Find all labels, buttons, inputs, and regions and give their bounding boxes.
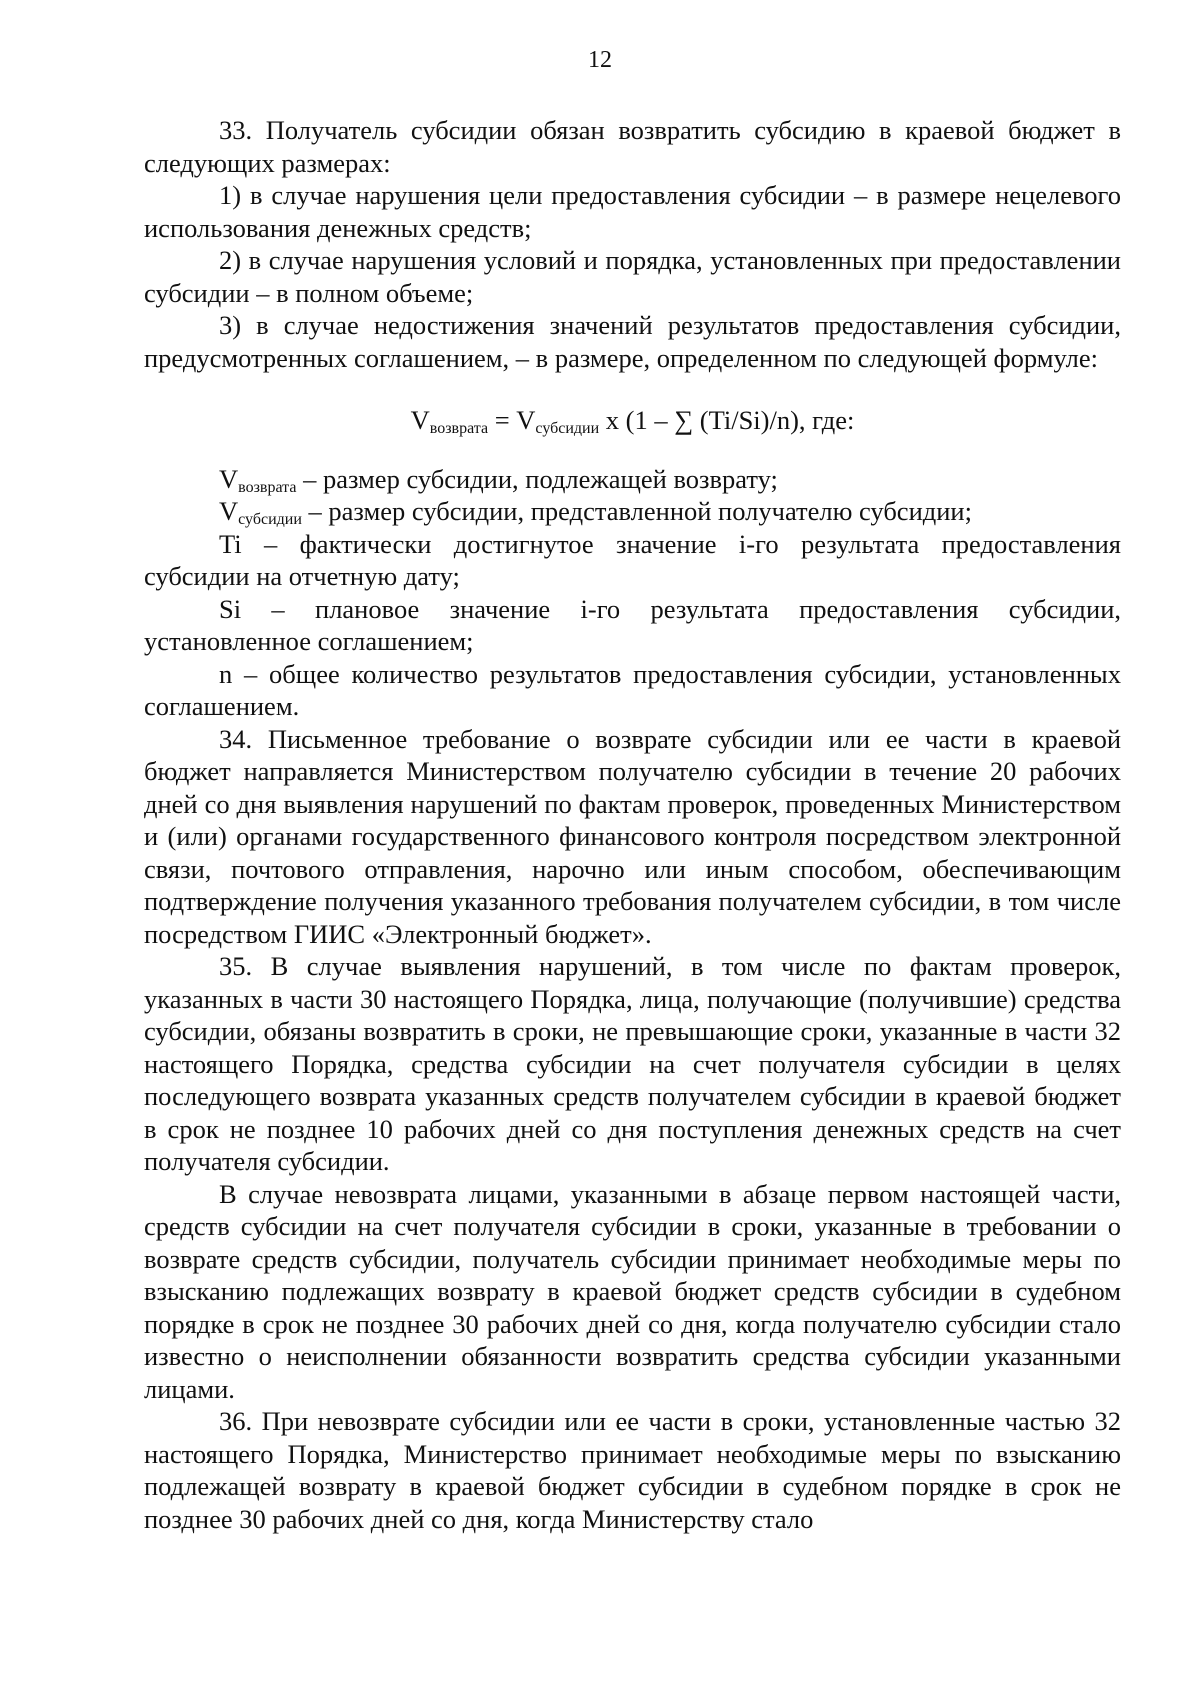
page-number: 12: [588, 47, 612, 73]
paragraph-33-item-1: 1) в случае нарушения цели предоставления субсидии – в размере нецелевого использования денежных средств;: [144, 180, 1121, 243]
paragraph-35-second: В случае невозврата лицами, указанными в абзаце первом настоящей части, средств субсидии на счет получателя субсидии в сроки, указанные в требовании о возврате средств субсидии, получатель субсидии принимает необходимые меры по взысканию подлежащих возврату в краевой бюджет средств субсидии в судебном порядке в срок не позднее 30 рабочих дней со дня, когда получателю субсидии стало известно о неисполнении обязанности возвратить средства субсидии указанными лицами.: [144, 1178, 1121, 1404]
definition-v-subsidy-symbol: V: [219, 496, 239, 526]
paragraph-33-intro: 33. Получатель субсидии обязан возвратить субсидию в краевой бюджет в следующих размерах:: [144, 115, 1121, 178]
paragraph-34: 34. Письменное требование о возврате субсидии или ее части в краевой бюджет направляется Министерством получателю субсидии в течение 20 рабочих дней со дня выявления нарушений по фактам проверок, проведенных Министерством и (или) органами государственного финансового контроля посредством электронной связи, почтового отправления, нарочно или иным способом, обеспечивающим подтверждение получения указанного требования получателем субсидии, в том числе посредством ГИИС «Электронный бюджет».: [144, 723, 1121, 949]
definition-v-return-sub: возврата: [238, 478, 297, 496]
definition-v-return: [144, 463, 1121, 496]
document-body: [144, 114, 1121, 1535]
formula-v-subsidy-sub: субсидии: [535, 420, 600, 437]
paragraph-33-item-3: 3) в случае недостижения значений результатов предоставления субсидии, предусмотренных соглашением, – в размере, определенном по следующей формуле:: [144, 310, 1121, 373]
formula: [144, 404, 1121, 437]
definition-v-return-symbol: V: [219, 463, 239, 494]
definition-v-subsidy-sub: субсидии: [238, 511, 302, 528]
formula-v-return-sub: возврата: [429, 420, 489, 437]
formula-rest: x (1 – ∑ (Ti/Si)/n), где:: [599, 405, 855, 435]
definition-v-subsidy-text: – размер субсидии, представленной получателю субсидии;: [301, 496, 972, 526]
formula-v-subsidy: V: [516, 405, 536, 435]
definition-n: n – общее количество результатов предоставления субсидии, установленных соглашением.: [144, 658, 1121, 721]
definition-ti: Ti – фактически достигнутое значение i-го результата предоставления субсидии на отчетную дату;: [144, 528, 1121, 591]
paragraph-33-item-2: 2) в случае нарушения условий и порядка, установленных при предоставлении субсидии – в полном объеме;: [144, 245, 1121, 308]
definition-v-return-text: – размер субсидии, подлежащей возврату;: [296, 463, 778, 494]
formula-v-return: V: [410, 405, 430, 435]
paragraph-35: 35. В случае выявления нарушений, в том числе по фактам проверок, указанных в части 30 настоящего Порядка, лица, получающие (получившие) средства субсидии, обязаны возвратить в сроки, не превышающие сроки, указанные в части 32 настоящего Порядка, средства субсидии на счет получателя субсидии в целях последующего возврата указанных средств получателем субсидии в краевой бюджет в срок не позднее 10 рабочих дней со дня поступления денежных средств на счет получателя субсидии.: [144, 951, 1121, 1176]
formula-equals: =: [488, 405, 517, 435]
definition-v-subsidy: [144, 495, 1121, 528]
definition-si: Si – плановое значение i-го результата предоставления субсидии, установленное соглашением;: [144, 593, 1121, 656]
paragraph-36: 36. При невозврате субсидии или ее части в сроки, установленные частью 32 настоящего Порядка, Министерство принимает необходимые меры по взысканию подлежащей возврату в краевой бюджет субсидии в судебном порядке в срок не позднее 30 рабочих дней со дня, когда Министерству стало: [144, 1406, 1121, 1534]
